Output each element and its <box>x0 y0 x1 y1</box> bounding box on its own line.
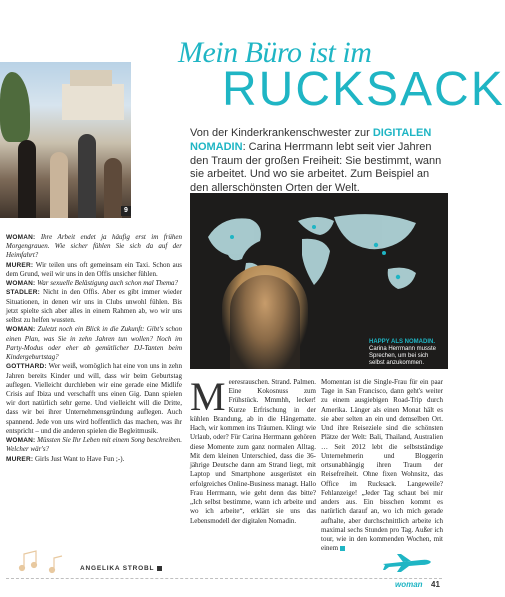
interview-entry <box>6 261 182 279</box>
interview-entry <box>6 362 182 436</box>
body-text-left: eeresrauschen. Strand. Palmen. Eine Kokosnuss zum Frühstück. Mmmhh, lecker! Kurze Erfrischung in der kühlen Brandung, ab in die Hängematte. Hach, wir kommen ins Träumen. Klingt wie Urlaub, oder? Für Carina Herrmann gehören diese Momente zum ganz normalen Alltag. Mit dem kleinen Unterschied, dass die 36-jährige Deutsche dann am Strand liegt, mit Laptop und Smartphone ausgerüstet ein erfolgreiches Online-Business managt. Hallo Frau Herrmann, wie geht denn das bitte? „Ich selbst bestimme, wann ich arbeite und wo ich arbeite“, erklärt sie uns das Lebensmodell der digitalen Nomadin. <box>190 378 316 525</box>
party-photo <box>0 62 131 218</box>
deck-rest: : Carina Herrmann lebt seit vier Jahren den Traum der großen Freiheit: Sie bestimmt, wann sie arbeitet. Und wo sie arbeitet. Zum Beispiel an den allerschönsten Orten der Welt. <box>190 140 442 194</box>
interview-question: Müssten Sie Ihr Leben mit einem Song beschreiben. Welcher wär's? <box>6 436 182 454</box>
continue-arrow-icon <box>340 546 345 551</box>
interview-question: War sexuelle Belästigung auch schon mal Thema? <box>37 279 178 288</box>
interview-question: Ihre Arbeit endet ja häufig erst im frühen Morgengrauen. Wie sicher fühlen Sie sich da auf der Heimfahrt? <box>6 233 182 260</box>
speaker-label: WOMAN: <box>6 234 36 241</box>
photo-badge: 9 <box>121 206 131 216</box>
speaker-label: MURER: <box>6 455 34 463</box>
page-number: 41 <box>431 580 440 589</box>
speaker-label: WOMAN: <box>6 280 36 288</box>
speaker-label: MURER: <box>6 261 34 269</box>
interview-answer: Girls Just Want to Have Fun ;-). <box>34 454 125 463</box>
airplane-icon <box>381 550 433 574</box>
byline <box>80 565 162 572</box>
deck-highlight: DIGITALEN NOMADIN <box>190 127 432 153</box>
body-column-right <box>321 378 443 553</box>
interview-entry <box>6 325 182 362</box>
interview-entry <box>6 279 182 288</box>
interview-entry <box>6 436 182 454</box>
headline-line1: Mein Büro ist im <box>178 36 372 69</box>
interview-answer: Wir teilen uns oft gemeinsam ein Taxi. Schon aus dem Grund, weil wir uns in den Offis unsicher fühlen. <box>6 260 182 278</box>
interview-answer: Nicht in den Offis. Aber es gibt immer wieder Situationen, in denen wir uns in Clubs unwohl fühlen. Bis jetzt spielte sich aber alles in einem Rahmen ab, wo wir uns selbst zu helfen wussten. <box>6 288 182 325</box>
body-text-right: Momentan ist die Single-Frau für ein paar Tage in San Francisco, dann geht's weiter zu einem ausgiebigen Road-Trip durch Amerika. Länger als einen Monat hält es sie aber selten an ein und demselben Ort. Und ihre Reiseziele sind die schönsten Plätze der Welt: Bali, Thailand, Australien … Seit 2012 lebt die selbstständige Unternehmerin und Bloggerin ortsunabhängig ihren Traum der Reisefreiheit. Ohne fixen Wohnsitz, das Office im Rucksack. Langeweile? Fehlanzeige! „Jeder Tag schaut bei mir anders aus. Ein bisschen kommt es natürlich darauf an, wo ich mich gerade aufhalte, aber durchschnittlich arbeite ich maximal sechs Stunden pro Tag. Außer ich tour, wie in den kommenden Wochen, mit einem <box>321 378 443 553</box>
music-notes-icon <box>14 548 74 576</box>
deck-intro: Von der Kinderkrankenschwester zur <box>190 127 373 139</box>
interview-entry <box>6 233 182 261</box>
speaker-label: GOTTHARD: <box>6 363 47 371</box>
end-square-icon <box>157 566 162 571</box>
caption-text: Carina Herrmann musste Sprechen, um bei sich selbst anzukommen. <box>369 345 437 366</box>
interview-question: Zuletzt noch ein Blick in die Zukunft: Gibt's schon einen Plan, was Sie in zehn Jahren tun wollen? Noch im Party-Modus oder eher ab gemütlicher DJ-Tanten beim Kindergeburtstag? <box>6 325 183 362</box>
speaker-label: STADLER: <box>6 289 40 297</box>
caption-heading: HAPPY ALS NOMADIN. <box>369 339 436 345</box>
interview-entry <box>6 455 182 464</box>
magazine-logo: woman <box>395 580 423 589</box>
article-deck <box>190 127 442 196</box>
interview-entry <box>6 288 182 325</box>
footer-divider <box>6 578 442 580</box>
headline-main: RUCKSACK <box>222 63 505 116</box>
interview-answer: Wer weiß, womöglich hat eine von uns in zehn Jahren bereits Kinder und will, dass wir beim Geburtstag auflegen. Vielleicht durchleben wir eine gerade eine Midlife Crisis auf Ibiza und verschafft uns einen Gig. Dann spielen wir dort natürlich sehr gerne. Und vielleicht will die Dritte, dass wir bei ihrer Unternehmensgründung auflegen. Auch spannend. Jede von uns wird hoffentlich das machen, was ihr entspricht – und die anderen spielen die Begleitmusik. <box>6 362 183 435</box>
drop-cap: M <box>190 374 226 419</box>
interview-column <box>6 233 182 464</box>
byline-author: ANGELIKA STROBL <box>80 565 155 572</box>
speaker-label: WOMAN: <box>6 437 36 445</box>
speaker-label: WOMAN: <box>6 326 36 334</box>
body-column-left <box>190 374 316 526</box>
photo-caption <box>369 339 445 367</box>
